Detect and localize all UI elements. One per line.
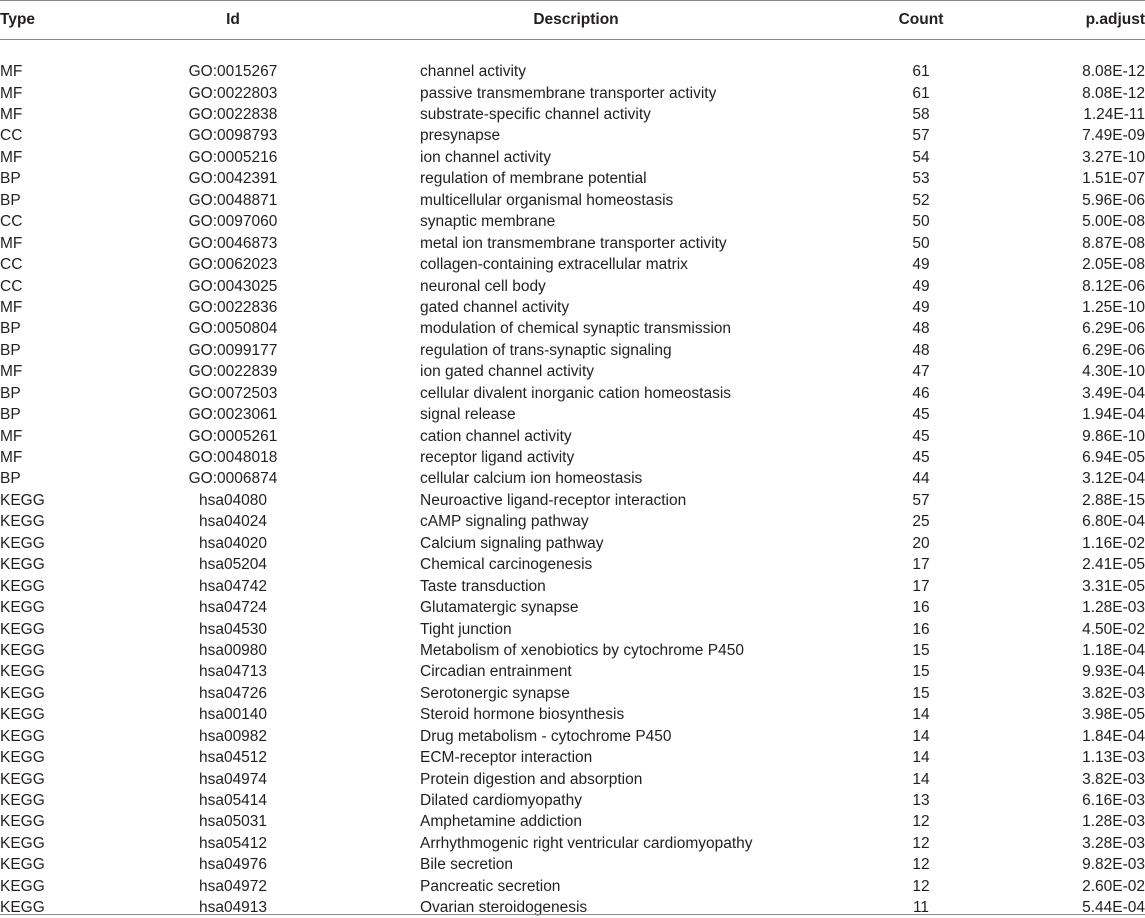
- cell-count: 16: [786, 597, 1056, 618]
- table-row: [0, 361, 1145, 382]
- cell-id: GO:0048018: [100, 447, 366, 468]
- cell-id: hsa04020: [100, 533, 366, 554]
- cell-p-adjust: 3.28E-03: [1056, 833, 1145, 854]
- cell-description: Metabolism of xenobiotics by cytochrome P450: [366, 640, 786, 661]
- cell-type: KEGG: [0, 661, 100, 682]
- table-row: [0, 254, 1145, 275]
- cell-type: BP: [0, 318, 100, 339]
- cell-id: GO:0006874: [100, 468, 366, 489]
- table-row: [0, 511, 1145, 532]
- cell-id: GO:0022839: [100, 361, 366, 382]
- cell-description: Steroid hormone biosynthesis: [366, 704, 786, 725]
- cell-type: CC: [0, 254, 100, 275]
- cell-count: 12: [786, 876, 1056, 897]
- cell-p-adjust: 4.50E-02: [1056, 618, 1145, 639]
- cell-id: GO:0099177: [100, 340, 366, 361]
- cell-count: 12: [786, 811, 1056, 832]
- cell-count: 61: [786, 82, 1056, 103]
- cell-id: GO:0097060: [100, 211, 366, 232]
- cell-description: metal ion transmembrane transporter activity: [366, 232, 786, 253]
- cell-description: cation channel activity: [366, 425, 786, 446]
- cell-p-adjust: 8.08E-12: [1056, 82, 1145, 103]
- cell-count: 14: [786, 704, 1056, 725]
- cell-count: 15: [786, 640, 1056, 661]
- cell-p-adjust: 9.86E-10: [1056, 425, 1145, 446]
- table-row: [0, 318, 1145, 339]
- cell-count: 13: [786, 790, 1056, 811]
- cell-description: passive transmembrane transporter activity: [366, 82, 786, 103]
- table-row: [0, 383, 1145, 404]
- cell-p-adjust: 1.16E-02: [1056, 533, 1145, 554]
- cell-description: Serotonergic synapse: [366, 683, 786, 704]
- cell-count: 44: [786, 468, 1056, 489]
- cell-p-adjust: 6.80E-04: [1056, 511, 1145, 532]
- cell-id: hsa04913: [100, 897, 366, 918]
- cell-description: regulation of trans-synaptic signaling: [366, 340, 786, 361]
- cell-id: hsa04080: [100, 490, 366, 511]
- cell-id: GO:0022836: [100, 297, 366, 318]
- cell-id: hsa04724: [100, 597, 366, 618]
- cell-p-adjust: 9.82E-03: [1056, 854, 1145, 875]
- cell-count: 14: [786, 768, 1056, 789]
- cell-description: gated channel activity: [366, 297, 786, 318]
- cell-p-adjust: 3.82E-03: [1056, 683, 1145, 704]
- cell-p-adjust: 6.94E-05: [1056, 447, 1145, 468]
- cell-p-adjust: 3.27E-10: [1056, 147, 1145, 168]
- cell-type: KEGG: [0, 854, 100, 875]
- cell-type: KEGG: [0, 683, 100, 704]
- table-row: [0, 618, 1145, 639]
- cell-id: GO:0005261: [100, 425, 366, 446]
- cell-id: hsa04974: [100, 768, 366, 789]
- cell-p-adjust: 3.12E-04: [1056, 468, 1145, 489]
- cell-p-adjust: 3.82E-03: [1056, 768, 1145, 789]
- cell-id: hsa00140: [100, 704, 366, 725]
- cell-id: hsa05412: [100, 833, 366, 854]
- cell-count: 14: [786, 747, 1056, 768]
- cell-description: Neuroactive ligand-receptor interaction: [366, 490, 786, 511]
- cell-count: 14: [786, 726, 1056, 747]
- cell-description: Drug metabolism - cytochrome P450: [366, 726, 786, 747]
- cell-p-adjust: 1.25E-10: [1056, 297, 1145, 318]
- cell-type: KEGG: [0, 597, 100, 618]
- table-row: [0, 61, 1145, 82]
- cell-type: MF: [0, 447, 100, 468]
- header-count: Count: [786, 1, 1056, 40]
- cell-type: BP: [0, 404, 100, 425]
- table-row: [0, 490, 1145, 511]
- cell-count: 58: [786, 104, 1056, 125]
- cell-type: MF: [0, 82, 100, 103]
- cell-count: 45: [786, 447, 1056, 468]
- table-row: [0, 340, 1145, 361]
- cell-type: KEGG: [0, 511, 100, 532]
- cell-p-adjust: 6.29E-06: [1056, 340, 1145, 361]
- cell-count: 48: [786, 318, 1056, 339]
- table-row: [0, 726, 1145, 747]
- cell-description: Bile secretion: [366, 854, 786, 875]
- cell-type: KEGG: [0, 533, 100, 554]
- cell-description: ion gated channel activity: [366, 361, 786, 382]
- cell-p-adjust: 2.41E-05: [1056, 554, 1145, 575]
- cell-count: 61: [786, 61, 1056, 82]
- cell-p-adjust: 2.05E-08: [1056, 254, 1145, 275]
- table-row: [0, 190, 1145, 211]
- cell-count: 15: [786, 661, 1056, 682]
- table-row: [0, 125, 1145, 146]
- cell-id: GO:0042391: [100, 168, 366, 189]
- cell-id: hsa04713: [100, 661, 366, 682]
- cell-id: GO:0022838: [100, 104, 366, 125]
- cell-count: 47: [786, 361, 1056, 382]
- cell-id: GO:0072503: [100, 383, 366, 404]
- cell-type: BP: [0, 383, 100, 404]
- cell-count: 12: [786, 854, 1056, 875]
- table-row: [0, 640, 1145, 661]
- cell-description: substrate-specific channel activity: [366, 104, 786, 125]
- cell-type: KEGG: [0, 726, 100, 747]
- cell-description: Pancreatic secretion: [366, 876, 786, 897]
- cell-type: KEGG: [0, 640, 100, 661]
- cell-id: hsa04726: [100, 683, 366, 704]
- table-row: [0, 232, 1145, 253]
- table-row: [0, 404, 1145, 425]
- cell-type: BP: [0, 468, 100, 489]
- cell-p-adjust: 1.51E-07: [1056, 168, 1145, 189]
- table-row: [0, 683, 1145, 704]
- table-row: [0, 597, 1145, 618]
- cell-p-adjust: 1.28E-03: [1056, 597, 1145, 618]
- table-header: [0, 1, 1145, 40]
- table-row: [0, 575, 1145, 596]
- cell-type: BP: [0, 190, 100, 211]
- table-row: [0, 876, 1145, 897]
- cell-p-adjust: 3.31E-05: [1056, 575, 1145, 596]
- cell-id: hsa04972: [100, 876, 366, 897]
- cell-type: BP: [0, 168, 100, 189]
- cell-count: 49: [786, 297, 1056, 318]
- cell-count: 16: [786, 618, 1056, 639]
- table-row: [0, 104, 1145, 125]
- cell-p-adjust: 8.12E-06: [1056, 275, 1145, 296]
- cell-id: GO:0046873: [100, 232, 366, 253]
- cell-type: BP: [0, 340, 100, 361]
- table-row: [0, 168, 1145, 189]
- cell-p-adjust: 4.30E-10: [1056, 361, 1145, 382]
- table-row: [0, 533, 1145, 554]
- cell-description: Arrhythmogenic right ventricular cardiomyopathy: [366, 833, 786, 854]
- table-row: [0, 768, 1145, 789]
- cell-p-adjust: 8.08E-12: [1056, 61, 1145, 82]
- table-row: [0, 297, 1145, 318]
- cell-type: KEGG: [0, 811, 100, 832]
- cell-count: 49: [786, 275, 1056, 296]
- cell-p-adjust: 5.00E-08: [1056, 211, 1145, 232]
- cell-p-adjust: 1.24E-11: [1056, 104, 1145, 125]
- cell-id: hsa04024: [100, 511, 366, 532]
- cell-id: GO:0048871: [100, 190, 366, 211]
- cell-id: GO:0015267: [100, 61, 366, 82]
- header-type: Type: [0, 1, 100, 40]
- cell-description: Taste transduction: [366, 575, 786, 596]
- cell-type: KEGG: [0, 790, 100, 811]
- cell-count: 46: [786, 383, 1056, 404]
- cell-description: channel activity: [366, 61, 786, 82]
- cell-p-adjust: 8.87E-08: [1056, 232, 1145, 253]
- cell-p-adjust: 5.44E-04: [1056, 897, 1145, 918]
- cell-type: MF: [0, 425, 100, 446]
- cell-description: modulation of chemical synaptic transmission: [366, 318, 786, 339]
- cell-type: KEGG: [0, 897, 100, 918]
- header-id: Id: [100, 1, 366, 40]
- cell-type: KEGG: [0, 704, 100, 725]
- cell-type: MF: [0, 232, 100, 253]
- cell-count: 20: [786, 533, 1056, 554]
- cell-id: GO:0023061: [100, 404, 366, 425]
- cell-id: GO:0005216: [100, 147, 366, 168]
- cell-description: presynapse: [366, 125, 786, 146]
- cell-description: Protein digestion and absorption: [366, 768, 786, 789]
- cell-description: Dilated cardiomyopathy: [366, 790, 786, 811]
- cell-p-adjust: 1.84E-04: [1056, 726, 1145, 747]
- cell-count: 15: [786, 683, 1056, 704]
- cell-type: MF: [0, 361, 100, 382]
- cell-type: MF: [0, 147, 100, 168]
- header-p-adjust: p.adjust: [1056, 1, 1145, 40]
- cell-p-adjust: 3.49E-04: [1056, 383, 1145, 404]
- cell-p-adjust: 6.16E-03: [1056, 790, 1145, 811]
- cell-type: CC: [0, 211, 100, 232]
- cell-count: 53: [786, 168, 1056, 189]
- cell-count: 45: [786, 425, 1056, 446]
- cell-description: receptor ligand activity: [366, 447, 786, 468]
- cell-count: 49: [786, 254, 1056, 275]
- cell-type: KEGG: [0, 747, 100, 768]
- cell-description: multicellular organismal homeostasis: [366, 190, 786, 211]
- cell-count: 54: [786, 147, 1056, 168]
- cell-description: Tight junction: [366, 618, 786, 639]
- cell-count: 57: [786, 490, 1056, 511]
- table-row: [0, 747, 1145, 768]
- table-row: [0, 554, 1145, 575]
- cell-description: signal release: [366, 404, 786, 425]
- bottom-rule: [0, 914, 1145, 915]
- cell-id: GO:0050804: [100, 318, 366, 339]
- table-row: [0, 811, 1145, 832]
- cell-count: 25: [786, 511, 1056, 532]
- cell-type: MF: [0, 61, 100, 82]
- cell-id: hsa00982: [100, 726, 366, 747]
- cell-p-adjust: 1.94E-04: [1056, 404, 1145, 425]
- cell-p-adjust: 7.49E-09: [1056, 125, 1145, 146]
- cell-count: 17: [786, 575, 1056, 596]
- table-row: [0, 468, 1145, 489]
- cell-p-adjust: 1.13E-03: [1056, 747, 1145, 768]
- cell-id: hsa04742: [100, 575, 366, 596]
- cell-p-adjust: 9.93E-04: [1056, 661, 1145, 682]
- cell-description: Amphetamine addiction: [366, 811, 786, 832]
- cell-description: neuronal cell body: [366, 275, 786, 296]
- cell-id: hsa00980: [100, 640, 366, 661]
- cell-id: hsa04976: [100, 854, 366, 875]
- table-body: [0, 40, 1145, 918]
- cell-count: 57: [786, 125, 1056, 146]
- cell-count: 50: [786, 211, 1056, 232]
- cell-description: Ovarian steroidogenesis: [366, 897, 786, 918]
- table-row: [0, 147, 1145, 168]
- cell-type: KEGG: [0, 768, 100, 789]
- cell-id: hsa04530: [100, 618, 366, 639]
- table-row: [0, 425, 1145, 446]
- cell-type: KEGG: [0, 575, 100, 596]
- cell-description: Chemical carcinogenesis: [366, 554, 786, 575]
- cell-description: cellular divalent inorganic cation homeostasis: [366, 383, 786, 404]
- cell-type: CC: [0, 275, 100, 296]
- cell-description: Glutamatergic synapse: [366, 597, 786, 618]
- header-description: Description: [366, 1, 786, 40]
- cell-p-adjust: 1.28E-03: [1056, 811, 1145, 832]
- cell-type: KEGG: [0, 554, 100, 575]
- cell-count: 11: [786, 897, 1056, 918]
- table-row: [0, 447, 1145, 468]
- cell-description: Calcium signaling pathway: [366, 533, 786, 554]
- table-row: [0, 833, 1145, 854]
- cell-id: GO:0098793: [100, 125, 366, 146]
- cell-description: cAMP signaling pathway: [366, 511, 786, 532]
- cell-description: ECM-receptor interaction: [366, 747, 786, 768]
- cell-type: CC: [0, 125, 100, 146]
- cell-id: hsa05031: [100, 811, 366, 832]
- table-row: [0, 211, 1145, 232]
- table-row: [0, 854, 1145, 875]
- cell-description: synaptic membrane: [366, 211, 786, 232]
- cell-p-adjust: 1.18E-04: [1056, 640, 1145, 661]
- cell-description: ion channel activity: [366, 147, 786, 168]
- cell-count: 45: [786, 404, 1056, 425]
- cell-id: hsa05414: [100, 790, 366, 811]
- cell-type: KEGG: [0, 876, 100, 897]
- cell-p-adjust: 2.60E-02: [1056, 876, 1145, 897]
- cell-id: hsa05204: [100, 554, 366, 575]
- cell-count: 12: [786, 833, 1056, 854]
- cell-count: 17: [786, 554, 1056, 575]
- cell-description: cellular calcium ion homeostasis: [366, 468, 786, 489]
- cell-type: KEGG: [0, 833, 100, 854]
- table-row: [0, 790, 1145, 811]
- cell-p-adjust: 5.96E-06: [1056, 190, 1145, 211]
- cell-type: KEGG: [0, 490, 100, 511]
- cell-p-adjust: 6.29E-06: [1056, 318, 1145, 339]
- header-row: [0, 1, 1145, 40]
- cell-count: 50: [786, 232, 1056, 253]
- cell-p-adjust: 2.88E-15: [1056, 490, 1145, 511]
- cell-id: hsa04512: [100, 747, 366, 768]
- table-row: [0, 704, 1145, 725]
- cell-description: regulation of membrane potential: [366, 168, 786, 189]
- cell-id: GO:0043025: [100, 275, 366, 296]
- cell-description: Circadian entrainment: [366, 661, 786, 682]
- cell-id: GO:0062023: [100, 254, 366, 275]
- cell-type: MF: [0, 104, 100, 125]
- spacer-row: [0, 40, 1145, 61]
- cell-count: 48: [786, 340, 1056, 361]
- cell-count: 52: [786, 190, 1056, 211]
- cell-type: MF: [0, 297, 100, 318]
- table-row: [0, 82, 1145, 103]
- cell-id: GO:0022803: [100, 82, 366, 103]
- cell-type: KEGG: [0, 618, 100, 639]
- table-row: [0, 661, 1145, 682]
- table-row: [0, 275, 1145, 296]
- cell-p-adjust: 3.98E-05: [1056, 704, 1145, 725]
- cell-description: collagen-containing extracellular matrix: [366, 254, 786, 275]
